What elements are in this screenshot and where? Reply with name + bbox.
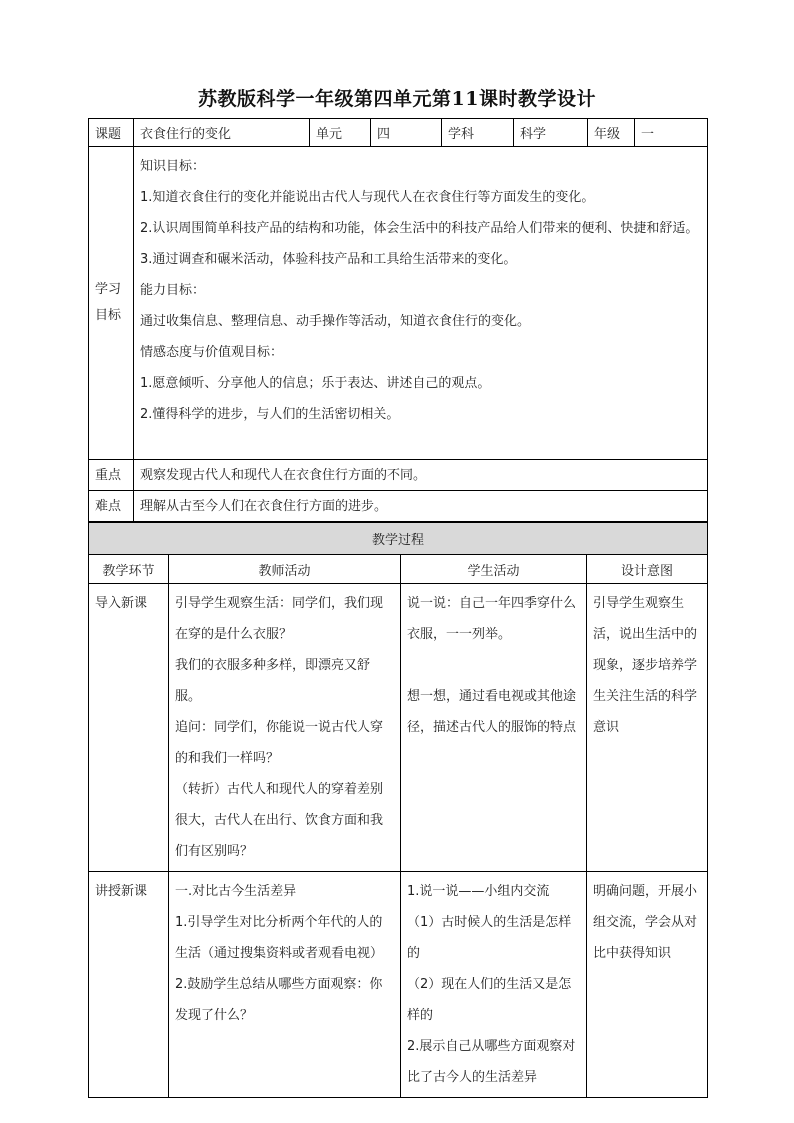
process-header: 教学过程 bbox=[89, 523, 708, 555]
difficulty-label: 难点 bbox=[89, 491, 134, 522]
design-intent-cell: 引导学生观察生活，说出生活中的现象，逐步培养学生关注生活的科学意识 bbox=[587, 584, 708, 872]
teacher-activity-line: 2.鼓励学生总结从哪些方面观察：你发现了什么？ bbox=[175, 977, 383, 1023]
student-activity-line: 说一说：自己一年四季穿什么衣服，一一列举。 bbox=[407, 596, 577, 642]
column-header-student: 学生活动 bbox=[401, 555, 587, 584]
knowledge-item: 2.认识周围简单科技产品的结构和功能，体会生活中的科技产品给人们带来的便利、快捷和舒适。 bbox=[140, 221, 699, 236]
teacher-activity-line: 追问：同学们，你能说一说古代人穿的和我们一样吗？ bbox=[175, 720, 384, 766]
key-label: 重点 bbox=[89, 460, 134, 491]
page-title: 苏教版科学一年级第四单元第11课时教学设计 bbox=[198, 88, 596, 110]
teacher-activity-line: 引导学生观察生活：同学们，我们现在穿的是什么衣服？ bbox=[175, 596, 384, 642]
table-row bbox=[89, 872, 708, 1098]
student-activity-cell bbox=[401, 584, 587, 872]
knowledge-item: 3.通过调查和碾米活动，体验科技产品和工具给生活带来的变化。 bbox=[140, 252, 517, 267]
unit-value: 四 bbox=[371, 119, 442, 147]
ability-heading: 能力目标： bbox=[140, 283, 206, 298]
attitude-item: 2.懂得科学的进步，与人们的生活密切相关。 bbox=[140, 407, 400, 422]
teacher-activity-cell bbox=[169, 872, 401, 1098]
table-row bbox=[89, 584, 708, 872]
grade-value: 一 bbox=[635, 119, 708, 147]
stage-cell: 讲授新课 bbox=[89, 872, 169, 1098]
student-activity-line: （2）现在人们的生活又是怎样的 bbox=[407, 977, 572, 1023]
student-activity-line: （1）古时候人的生活是怎样的 bbox=[407, 915, 572, 961]
student-activity-line: 1.说一说——小组内交流 bbox=[407, 884, 550, 899]
teacher-activity-cell bbox=[169, 584, 401, 872]
objectives-content bbox=[134, 147, 708, 460]
attitude-heading: 情感态度与价值观目标： bbox=[140, 345, 284, 360]
subject-value: 科学 bbox=[514, 119, 588, 147]
design-intent-cell: 明确问题，开展小组交流，学会从对比中获得知识 bbox=[587, 872, 708, 1098]
objectives-label-text: 学习目标 bbox=[95, 282, 122, 323]
course-label: 课题 bbox=[89, 119, 134, 147]
knowledge-item: 1.知道衣食住行的变化并能说出古代人与现代人在衣食住行等方面发生的变化。 bbox=[140, 190, 595, 205]
teacher-activity-line: 一.对比古今生活差异 bbox=[175, 884, 297, 899]
student-activity-line: 想一想，通过看电视或其他途径，描述古代人的服饰的特点 bbox=[407, 689, 577, 735]
teacher-activity-line: （转折）古代人和现代人的穿着差别很大，古代人在出行、饮食方面和我们有区别吗？ bbox=[175, 782, 384, 859]
column-header-teacher: 教师活动 bbox=[169, 555, 401, 584]
ability-item: 通过收集信息、整理信息、动手操作等活动，知道衣食住行的变化。 bbox=[140, 314, 531, 329]
grade-label: 年级 bbox=[588, 119, 635, 147]
student-activity-cell bbox=[401, 872, 587, 1098]
teaching-process-table bbox=[88, 522, 708, 1098]
objectives-label bbox=[89, 147, 134, 460]
subject-label: 学科 bbox=[442, 119, 514, 147]
knowledge-heading: 知识目标： bbox=[140, 159, 206, 174]
stage-cell: 导入新课 bbox=[89, 584, 169, 872]
column-header-stage: 教学环节 bbox=[89, 555, 169, 584]
student-activity-line: 2.展示自己从哪些方面观察对比了古今人的生活差异 bbox=[407, 1039, 576, 1085]
teacher-activity-line: 1.引导学生对比分析两个年代的人的生活（通过搜集资料或者观看电视） bbox=[175, 915, 384, 961]
key-value: 观察发现古代人和现代人在衣食住行方面的不同。 bbox=[134, 460, 708, 491]
difficulty-value: 理解从古至今人们在衣食住行方面的进步。 bbox=[134, 491, 708, 522]
lesson-info-table bbox=[88, 118, 708, 522]
attitude-item: 1.愿意倾听、分享他人的信息；乐于表达、讲述自己的观点。 bbox=[140, 376, 491, 391]
column-header-intent: 设计意图 bbox=[587, 555, 708, 584]
teacher-activity-line: 我们的衣服多种多样，即漂亮又舒服。 bbox=[175, 658, 371, 704]
course-value: 衣食住行的变化 bbox=[134, 119, 310, 147]
unit-label: 单元 bbox=[310, 119, 371, 147]
